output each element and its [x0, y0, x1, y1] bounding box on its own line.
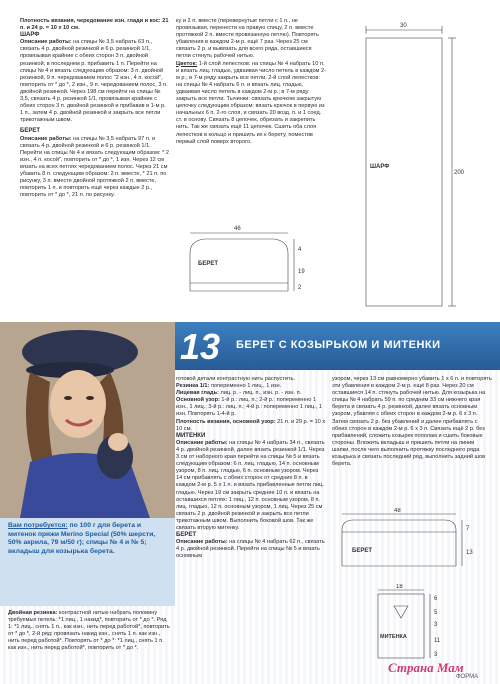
mitten-h4: 11: [434, 638, 441, 644]
beret-width: 46: [234, 226, 241, 232]
beret-label: БЕРЕТ: [198, 261, 218, 267]
top-left-column: [20, 18, 170, 199]
beret2-h2: 13: [466, 550, 473, 556]
mitten-h3: 3: [434, 622, 438, 628]
flower-label: Цветок:: [176, 60, 198, 67]
scarf-description: на спицы № 3,5 набрать 63 п., связать 4 р. двойной резинкой и 6 р. резинкой 1/1, провязывая крайние с обеих сторон 3 п. двойной резинкой; в последнем р. прибавить 1 п. Перейти на спицы № 4 и вязать следующим образом: 3 п. двойной резинкой, 9 п. чередованием полос "2 изн., 4 п. косой", повторить от * до *, 2 изн., 9 п. чередованием полос, 3 п. двойной резинкой. Через 198 см перейти на спицы № 3,5, связать 4 р. резинкой 1/1, провязывая крайние с обеих сторон 3 п. двойной резинкой и прибавив в 1-м р. 1 п., затем 4 р. двойной резинкой и закрыть все петли трикотажным швом.: [20, 39, 168, 124]
gauge-label: Плотность вязания, основной узор:: [176, 418, 276, 425]
scarf-description-label: Описание работы:: [20, 39, 72, 46]
section-title: БЕРЕТ С КОЗЫРЬКОМ И МИТЕНКИ: [236, 339, 441, 351]
beret-description: на спицы № 3,5 набрать 97 п. и связать 4 р. двойной резинкой и 6 р. резинкой 1/1. Перейти на спицы № 4 и вязать следующим образом: * 2 изн., 4 п. косой", повторить от * до *, 1 изн. Через 12 см вязать на всех петлях чередованием полос. Через 21 см убавить 8 п. следующим образом: 2 п. вместе, * 21 п. по рисунку, 3 п. вместе двойной протяжкой 2 п. вместе, повторить 1 п. и повторить ещё через каждые 2 р., повторить от * до *, 21 п. по рисунку.: [20, 135, 169, 199]
beret-title: БЕРЕТ: [20, 128, 40, 135]
mitten-label: МИТЕНКА: [380, 634, 407, 640]
model-photo: [0, 322, 175, 518]
beret-h1: 4: [298, 247, 302, 253]
density-text: Плотность вязания, чередование изн. глади и кос: 21 п. и 24 р. = 10 х 10 см.: [20, 18, 169, 32]
mittens-text: на спицы № 4 набрать 34 п., связать 4 р. двойной резинкой, далее вязать резинкой 1/1. Через 3 см от наборного края перейти на спицы № 5 и вязать следующим образом: 6 п. лиц. гладью, 14 п. основным узором, 8 п. лиц. гладью, 6 п. основным узором. Через 14 см прибавлять с обеих сторон от средних 8 п. в каждом 2-м р. 5 х 1 п. и вязать прибавленные петли лиц. гладью. Через 19 см закрыть средние 10 п. и вязать на оставшихся петлях: 1 лиц., 12 п. основным узором, 8 п. лиц. гладью, 12 п. основным узором, 1 лиц. Через 25 см связать 2 р. двойной резинкой и закрыть все петли трикотажным швом. Выполнить боковой шов. Так же связать вторую митенку.: [176, 439, 325, 531]
mitten-h2: 5: [434, 610, 438, 616]
mitten-diagram: [368, 584, 478, 664]
beret2-title: БЕРЕТ: [176, 532, 196, 539]
scarf-title: ШАРФ: [20, 32, 40, 39]
scarf-width: 30: [400, 23, 407, 29]
model-illustration: [0, 322, 175, 518]
bottom-middle-column: [176, 376, 326, 560]
main-pattern-text: 1-й р.: лиц. п.; 2-й р.: попеременно 1 изн., 1 лиц.; 3-й р.: лиц. п.; 4-й р.: попеременно 1 лиц., 1 изн. Повторять 1-4-й р.: [176, 397, 322, 418]
rib-label: Резинка 1/1:: [176, 383, 210, 390]
beret2-diagram: [336, 508, 486, 578]
flower-text: 1-й слой лепестков: на спицы № 4 набрать 10 п. и вязать лиц. гладью, удваивая число петель в каждом 2-м р.; в 7-м ряду закрыть все петли. 2-й слой лепестков: на спицы № 4 набрать 6 п. и вязать лиц. гладью, удваивая число петель в каждом 2-м р.; в 7-м ряду закрыть все петли. Тычинки: связать крючком закрытую цепочку следующим образом: вязать крючок в первую из начальных 6 п. 2-го слоя, и связать 20 возд. п. и 1 соед. ст. в основу. Связать 8 цепочек, обрезать и закрепить нить. Так же связать ещё 11 цепочек. Сшить оба слоя лепестков в кольцо и пришить их к берету, поместив первый слой поверх второго.: [176, 60, 326, 145]
footer-text: ФОРМА: [456, 674, 479, 680]
top-middle-column: [176, 18, 326, 146]
stockinette-text: лиц. р. - лиц. п., изн. р. - изн. п.: [220, 390, 302, 397]
beret-h3: 2: [298, 285, 302, 291]
beret-h2: 19: [298, 269, 305, 275]
mittens-label: Описание работы:: [176, 439, 228, 446]
intro-text: готовой детали контрастную нить распустить.: [176, 376, 295, 382]
section-number: 13: [180, 326, 221, 367]
bottom-right-column: [332, 376, 492, 468]
materials-box: [0, 518, 175, 606]
scarf-label: ШАРФ: [370, 164, 390, 170]
beret2-label: Описание работы:: [176, 539, 228, 546]
mitten-width: 18: [396, 584, 403, 590]
mitten-h5: 3: [434, 652, 438, 658]
main-pattern-label: Основной узор:: [176, 397, 220, 404]
gauge-text: 21 п. и 29 р. = 10 х 10 см.: [176, 418, 326, 432]
rib-text: попеременно 1 лиц., 1 изн.: [210, 383, 282, 390]
beret2-continued-text: узором, через 13 см равномерно убавить 1 х 6 п. и повторять эти убавления в каждом 2-м р. ещё 8 раз. Через 20 см оставшиеся 14 п. стянуть рабочей нитью. Для козырька на спицы № 4 набрать 59 п. по средним 33 см нижнего края берета и связать 4 р. резинкой, далее вязать основным узором, убавляя с обеих сторон в каждом 2-м р. 6 х 3 п. Затем связать 2 р. без убавлений и далее прибавлять с обеих сторон в каждом 2-м р. 6 х 3 п. Связать ещё 2 р. без прибавлений, сложить козырек пополам и сшить боковые стороны. Вложить вкладыш и пришить петли на линии шапки, после чего выполнить протяжку последнего ряда козырька и связать последний ряд, выполнить задний шов берета.: [332, 376, 492, 468]
mitten-h1: 6: [434, 596, 438, 602]
scarf-diagram: [330, 22, 490, 322]
double-rib-label: Двойная резинка:: [8, 610, 58, 616]
double-rib-text: контрастной нитью набрать половину требуемых петель: *1 лиц., 1 накид*, повторить от * до *. Ряд 1: *1 лиц., снять 1 п., как изн., нить перед работой*, повторить от * до *, 2-й ряд: провязать накид изн., снять 1 п. как изн., нить перед работой*. Повторять от * до *: *1 лиц., снять 1 п. как изн., нить перед работой*, повторить от * до *.: [8, 610, 170, 652]
bottom-left-column: [8, 610, 170, 653]
beret2-text: на спицы № 4 набрать 62 п., связать 4 р. двойной резинкой. Перейти на спицы № 5 и вязать основным: [176, 539, 325, 560]
beret-diagram: [182, 225, 312, 300]
beret2-label: БЕРЕТ: [352, 548, 372, 554]
stockinette-label: Лицевая гладь:: [176, 390, 219, 397]
beret-continued-text: ку и 2 п. вместе (перевернутые петли с 1 п., не провязывая, перенести на правую спицу, 2 п. вместе протяжкой 2 п. вместе провязанную петлю). Повторять убавления в каждом 2-м р. ещё 7 раз. Через 25 см связать 2 р. и вывязать для всего ряда, оставшиеся петли стянуть рабочей нитью.: [176, 18, 319, 60]
materials-text: по 100 г для берета и митенок пряжи Merino Special (50% шерсти, 50% акрила, 79 м/50 г); спицы № 4 и № 5; вкладыш для козырька берета.: [8, 522, 156, 555]
beret2-width: 48: [394, 508, 401, 514]
mittens-title: МИТЕНКИ: [176, 432, 206, 439]
scarf-height: 200: [454, 170, 465, 176]
watermark-logo: Страна Мам: [388, 660, 464, 675]
beret-description-label: Описание работы:: [20, 135, 72, 142]
materials-label: Вам потребуется:: [8, 522, 68, 529]
beret2-h1: 7: [466, 526, 470, 532]
